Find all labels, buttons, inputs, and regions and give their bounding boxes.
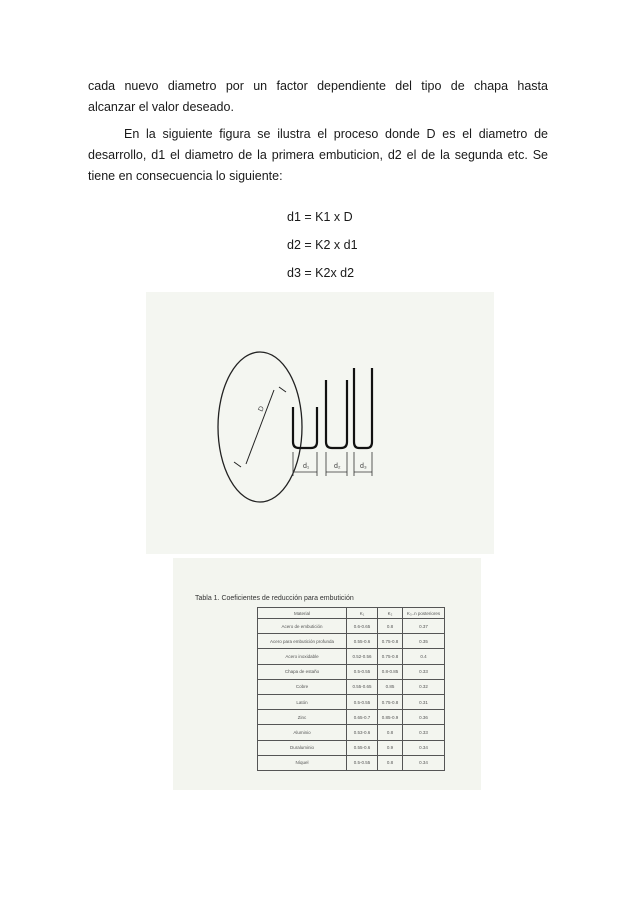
cell-coefficient: 0.65-0.7 [347, 710, 378, 725]
table-row [258, 710, 445, 725]
table-row [258, 664, 445, 679]
cell-coefficient: 0.85-0.9 [378, 710, 403, 725]
formula-d2: d2 = K2 x d1 [287, 238, 358, 252]
coefficient-table-figure [173, 558, 481, 790]
cell-coefficient: 0.6-0.65 [347, 619, 378, 634]
cell-coefficient: 0.4 [403, 649, 445, 664]
cell-material: Latón [258, 694, 347, 709]
paragraph-continuation [88, 76, 548, 118]
cell-material: Zinc [258, 710, 347, 725]
cell-material: Cobre [258, 679, 347, 694]
table-title: Tabla 1. Coeficientes de reducción para embutición [195, 595, 354, 602]
diameter-line [246, 390, 274, 464]
cell-material: Acero inoxidable [258, 649, 347, 664]
cell-coefficient: 0.75-0.8 [378, 634, 403, 649]
diameter-arrow [279, 387, 286, 392]
table-row [258, 725, 445, 740]
cell-coefficient: 0.34 [403, 755, 445, 770]
cell-material: Chapa de estaño [258, 664, 347, 679]
paragraph-line: desarrollo, d1 el diametro de la primera embuticion, d2 el de la segunda etc. Se [88, 148, 548, 162]
cell-coefficient: 0.55-0.6 [347, 740, 378, 755]
cell-coefficient: 0.33 [403, 664, 445, 679]
label-d1: d₁ [303, 463, 310, 470]
table-row [258, 679, 445, 694]
diameter-arrow [234, 462, 241, 467]
label-d2: d₂ [334, 463, 341, 470]
cup-second-draw [326, 380, 347, 448]
cell-coefficient: 0.75-0.8 [378, 694, 403, 709]
cell-coefficient: 0.32 [403, 679, 445, 694]
table-header-row [258, 608, 445, 619]
table-row [258, 619, 445, 634]
cell-coefficient: 0.53-0.6 [347, 725, 378, 740]
cell-coefficient: 0.55-0.6 [347, 634, 378, 649]
table-row [258, 634, 445, 649]
cup-third-draw [354, 368, 372, 448]
cell-coefficient: 0.8 [378, 619, 403, 634]
cell-coefficient: 0.37 [403, 619, 445, 634]
header-k2: K₂ [378, 608, 403, 619]
table-row [258, 694, 445, 709]
cell-coefficient: 0.31 [403, 694, 445, 709]
cell-coefficient: 0.55-0.65 [347, 679, 378, 694]
label-d3: d₃ [360, 463, 367, 470]
cell-coefficient: 0.75-0.8 [378, 649, 403, 664]
cell-material: Acero de embutición [258, 619, 347, 634]
cell-coefficient: 0.85 [378, 679, 403, 694]
cell-coefficient: 0.36 [403, 710, 445, 725]
cell-coefficient: 0.5-0.55 [347, 664, 378, 679]
header-k1: K₁ [347, 608, 378, 619]
cell-coefficient: 0.8-0.85 [378, 664, 403, 679]
paragraph-line: alcanzar el valor deseado. [88, 100, 234, 114]
formula-d3: d3 = K2x d2 [287, 266, 355, 280]
header-k3n: K₃..n posteriores [403, 608, 445, 619]
table-row [258, 740, 445, 755]
cup-first-draw [293, 407, 317, 448]
cell-coefficient: 0.34 [403, 740, 445, 755]
label-diameter-D: D [257, 405, 266, 413]
cell-material: Duraluminio [258, 740, 347, 755]
paragraph-figure-intro [88, 124, 548, 187]
paragraph-line: tiene en consecuencia lo siguiente: [88, 169, 283, 183]
formula-d1: d1 = K1 x D [287, 210, 353, 224]
cell-coefficient: 0.9 [378, 740, 403, 755]
drawing-process-figure [146, 292, 494, 554]
cell-coefficient: 0.8 [378, 725, 403, 740]
paragraph-line: En la siguiente figura se ilustra el proceso donde D es el diametro de [124, 127, 548, 141]
cell-material: Acero para embutición profunda [258, 634, 347, 649]
cell-coefficient: 0.8 [378, 755, 403, 770]
drawing-process-diagram [146, 292, 494, 554]
cell-coefficient: 0.33 [403, 725, 445, 740]
cell-coefficient: 0.52-0.56 [347, 649, 378, 664]
header-material: Material [258, 608, 347, 619]
cell-coefficient: 0.5-0.55 [347, 694, 378, 709]
cell-material: Níquel [258, 755, 347, 770]
coefficient-table [257, 607, 445, 771]
table-row [258, 649, 445, 664]
table-row [258, 755, 445, 770]
cell-material: Aluminio [258, 725, 347, 740]
cell-coefficient: 0.35 [403, 634, 445, 649]
paragraph-line: cada nuevo diametro por un factor dependiente del tipo de chapa hasta [88, 79, 548, 93]
cell-coefficient: 0.5-0.55 [347, 755, 378, 770]
